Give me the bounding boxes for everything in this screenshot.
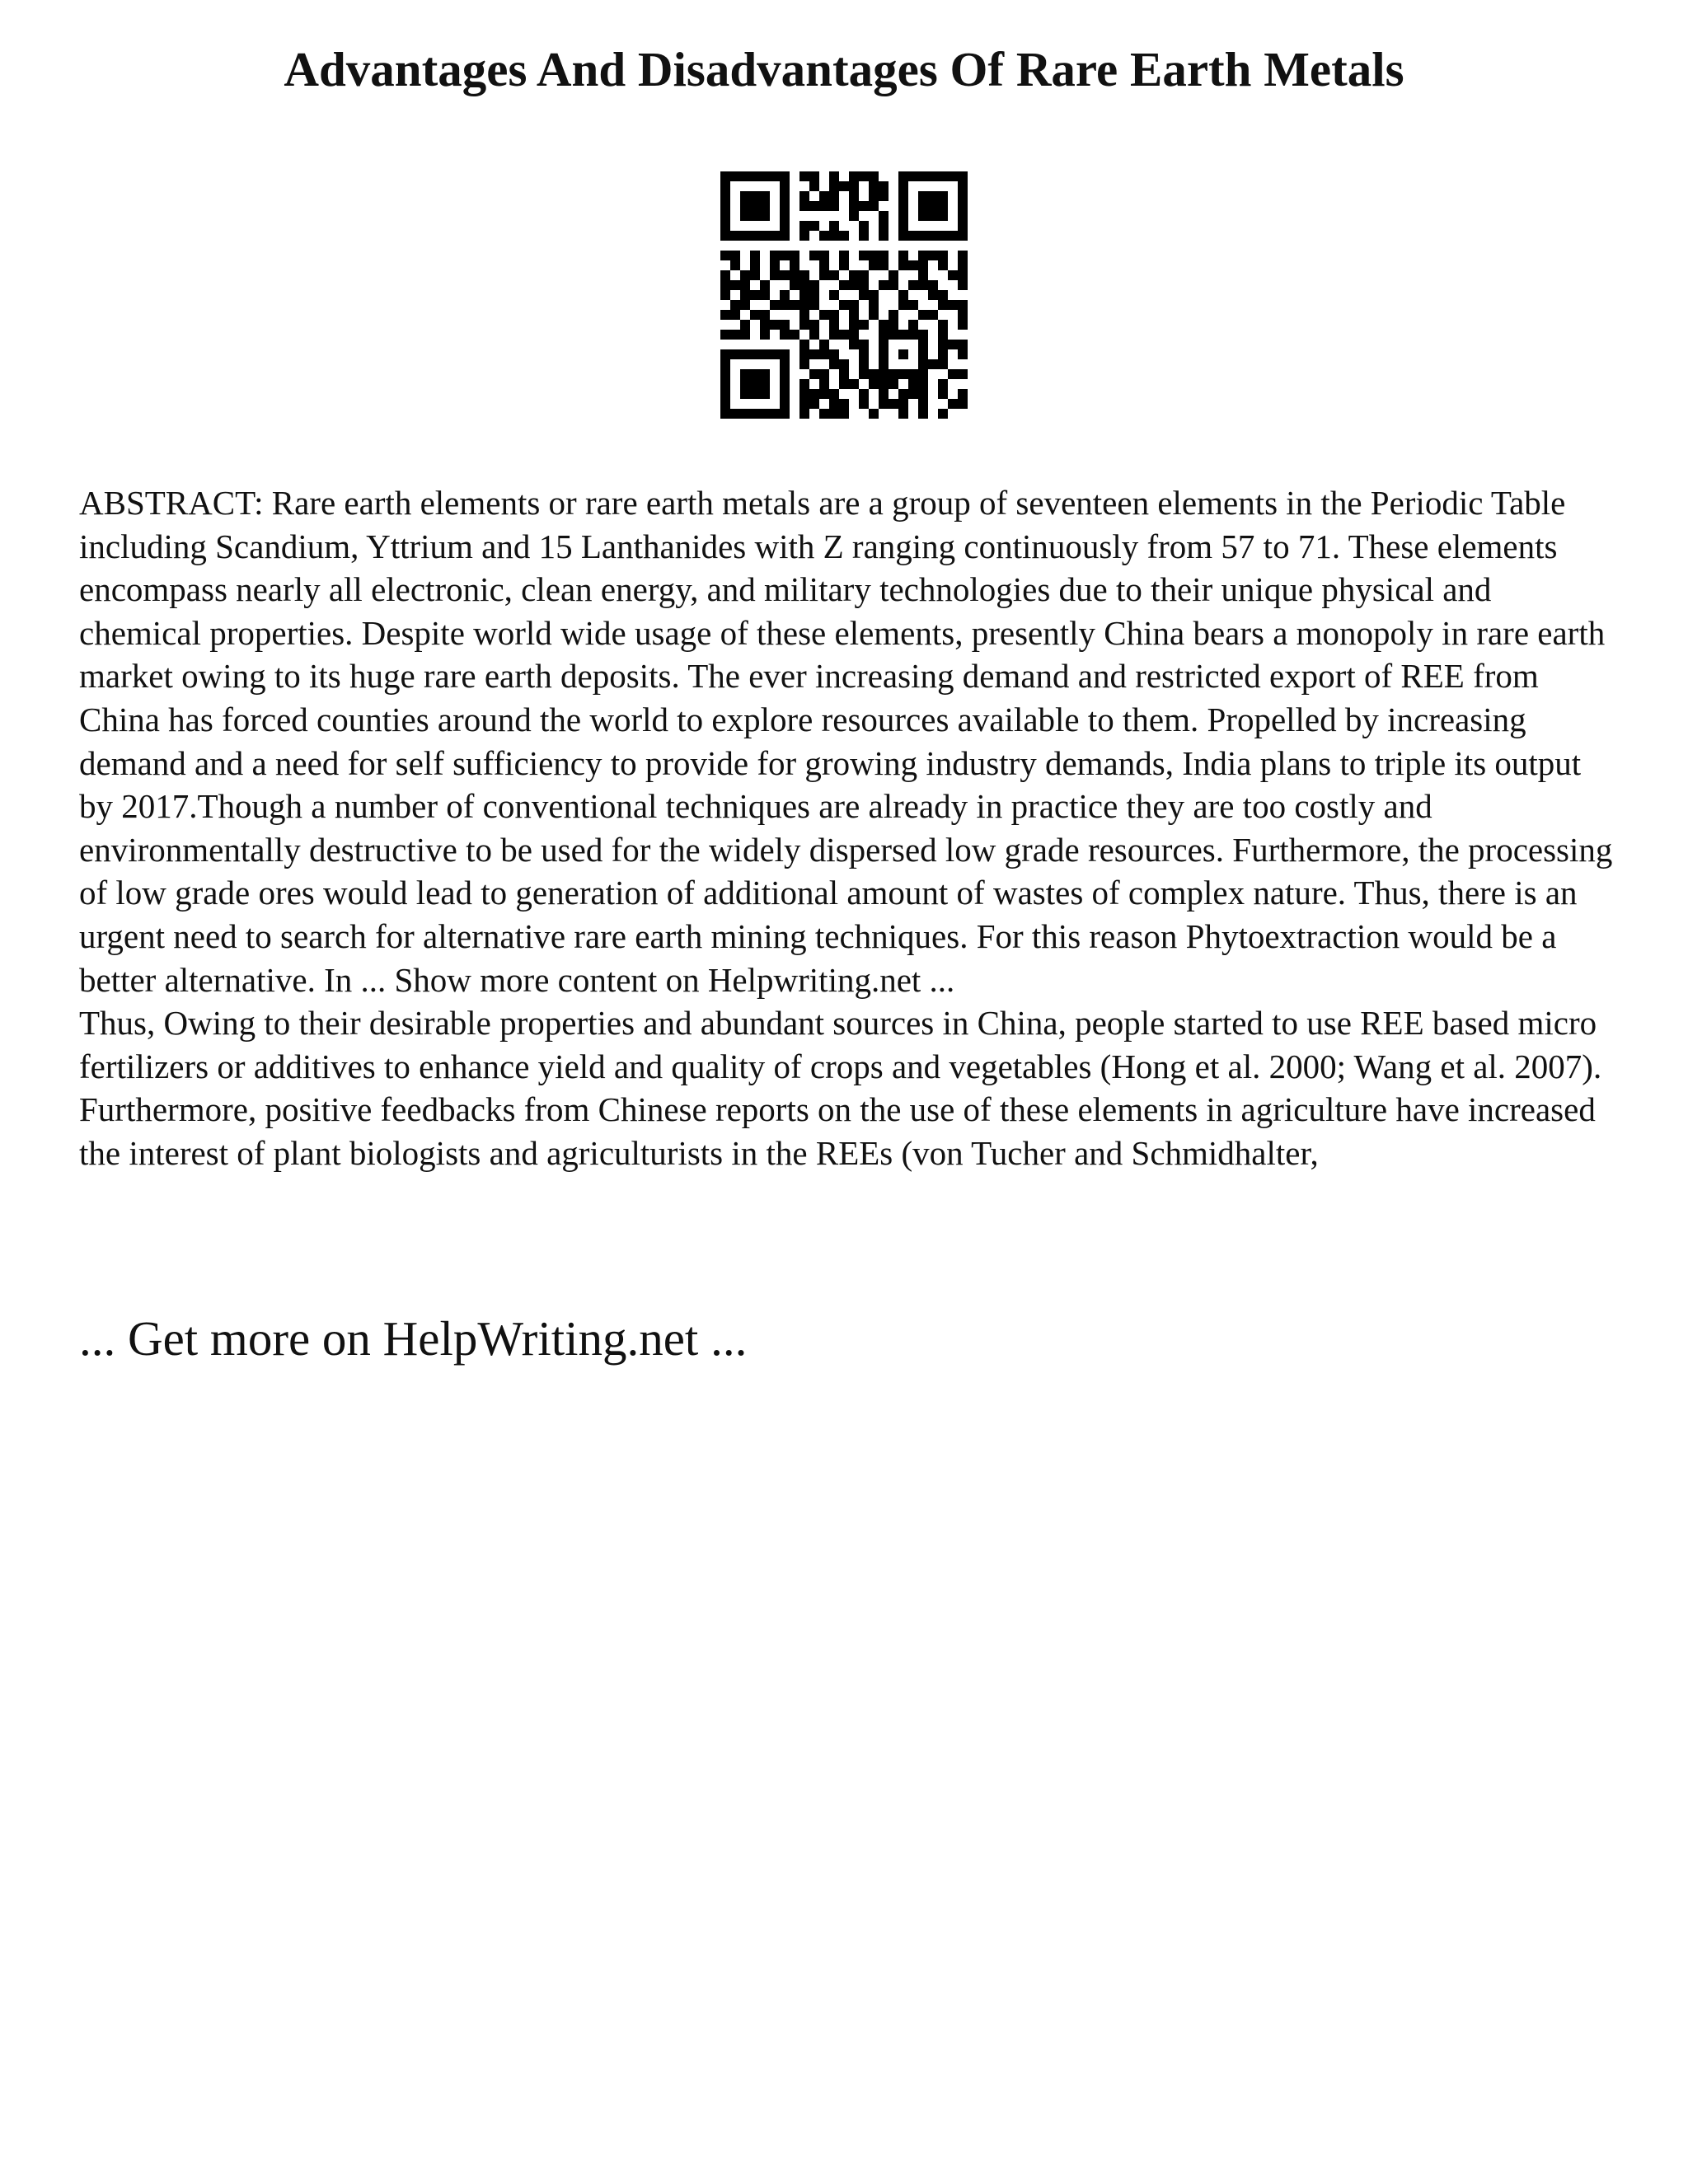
body-paragraph: Thus, Owing to their desirable properties and abundant sources in China, people started to use REE based micro fertilizers or additives to enhance yield and quality of crops and vegetables (Hong et al. 2000; Wang et al. 2007). Furthermore, positive feedbacks from Chinese reports on the use of these elements in agriculture have increased the interest of plant biologists and agriculturists in the REEs (von Tucher and Schmidhalter, <box>79 1004 1602 1172</box>
page-title: Advantages And Disadvantages Of Rare Earth Metals <box>284 42 1404 96</box>
qr-code-graphic <box>720 171 968 419</box>
abstract-paragraph: ABSTRACT: Rare earth elements or rare earth metals are a group of seventeen elements in the Periodic Table including Scandium, Yttrium and 15 Lanthanides with Z ranging continuously from 57 to 71. These elements encompass nearly all electronic, clean energy, and military technologies due to their unique physical and chemical properties. Despite world wide usage of these elements, presently China bears a monopoly in rare earth market owing to its huge rare earth deposits. The ever increasing demand and restricted export of REE from China has forced counties around the world to explore resources available to them. Propelled by increasing demand and a need for self sufficiency to provide for growing industry demands, India plans to triple its output by 2017.Though a number of conventional techniques are already in practice they are too costly and environmentally destructive to be used for the widely dispersed low grade resources. Furthermore, the processing of low grade ores would lead to generation of additional amount of wastes of complex nature. Thus, there is an urgent need to search for alternative rare earth mining techniques. For this reason Phytoextraction would be a better alternative. In ... Show more content on Helpwriting.net ... <box>79 484 1613 999</box>
qr-code-icon[interactable] <box>720 171 968 419</box>
article-body <box>79 481 1620 1175</box>
get-more-link[interactable]: ... Get more on HelpWriting.net ... <box>79 1311 748 1366</box>
